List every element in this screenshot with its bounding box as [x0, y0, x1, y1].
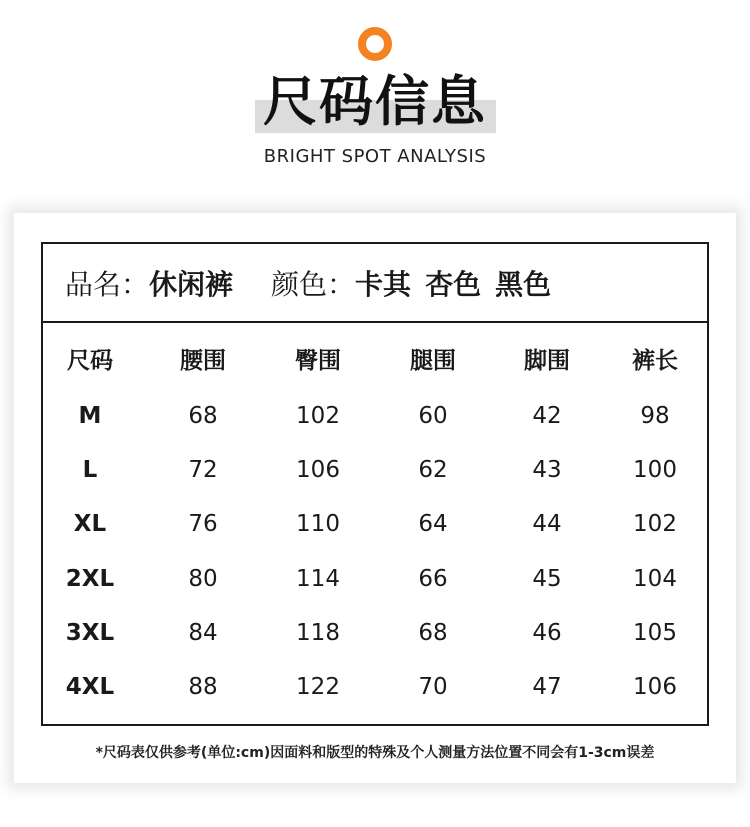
- product-name-value: 休闲裤: [149, 267, 234, 301]
- product-color-value: 卡其: [355, 267, 412, 301]
- table-cell: 44: [532, 511, 562, 537]
- page-subtitle: BRIGHT SPOT ANALYSIS: [263, 146, 487, 167]
- table-cell: 46: [532, 620, 562, 646]
- size-chart-table: [41, 242, 709, 726]
- table-row: [43, 396, 707, 436]
- table-cell: 60: [418, 403, 448, 429]
- size-cell: 2XL: [65, 566, 115, 592]
- product-name-label: 品名：: [65, 267, 150, 301]
- table-cell: 102: [296, 403, 340, 429]
- table-cell: 105: [633, 620, 677, 646]
- table-cell: 45: [532, 566, 562, 592]
- table-row: [43, 613, 707, 653]
- size-cell: M: [78, 403, 102, 429]
- page-title: 尺码信息: [263, 70, 487, 133]
- table-cell: 42: [532, 403, 562, 429]
- table-cell: 118: [296, 620, 340, 646]
- table-cell: 122: [296, 674, 340, 700]
- size-cell: XL: [73, 511, 107, 537]
- table-cell: 84: [188, 620, 218, 646]
- column-header-thigh: 腿围: [410, 348, 456, 374]
- column-header-waist: 腰围: [180, 348, 226, 374]
- table-cell: 68: [418, 620, 448, 646]
- size-cell: 3XL: [65, 620, 115, 646]
- table-cell: 102: [633, 511, 677, 537]
- product-color-label: 颜色：: [271, 267, 356, 301]
- table-cell: 100: [633, 457, 677, 483]
- table-header-row: [43, 341, 707, 381]
- column-header-length: 裤长: [632, 348, 678, 374]
- product-color-value: 杏色: [425, 267, 482, 301]
- table-cell: 72: [188, 457, 218, 483]
- column-header-hem: 脚围: [524, 348, 570, 374]
- table-cell: 47: [532, 674, 562, 700]
- table-cell: 110: [296, 511, 340, 537]
- table-cell: 43: [532, 457, 562, 483]
- orange-ring-icon: [358, 27, 392, 61]
- table-cell: 88: [188, 674, 218, 700]
- size-cell: 4XL: [65, 674, 115, 700]
- table-cell: 70: [418, 674, 448, 700]
- table-cell: 76: [188, 511, 218, 537]
- table-cell: 98: [640, 403, 670, 429]
- table-cell: 104: [633, 566, 677, 592]
- table-cell: 66: [418, 566, 448, 592]
- table-cell: 106: [633, 674, 677, 700]
- table-cell: 80: [188, 566, 218, 592]
- table-cell: 106: [296, 457, 340, 483]
- table-row: [43, 504, 707, 544]
- table-cell: 62: [418, 457, 448, 483]
- product-color-value: 黑色: [495, 267, 552, 301]
- size-cell: L: [82, 457, 98, 483]
- column-header-size: 尺码: [67, 348, 113, 374]
- table-row: [43, 667, 707, 707]
- table-cell: 114: [296, 566, 340, 592]
- product-info-row: [43, 244, 707, 323]
- column-header-hip: 臀围: [295, 348, 341, 374]
- table-cell: 64: [418, 511, 448, 537]
- table-cell: 68: [188, 403, 218, 429]
- table-row: [43, 450, 707, 490]
- table-row: [43, 559, 707, 599]
- footnote: *尺码表仅供参考(单位:cm)因面料和版型的特殊及个人测量方法位置不同会有1-3cm误差: [95, 745, 655, 761]
